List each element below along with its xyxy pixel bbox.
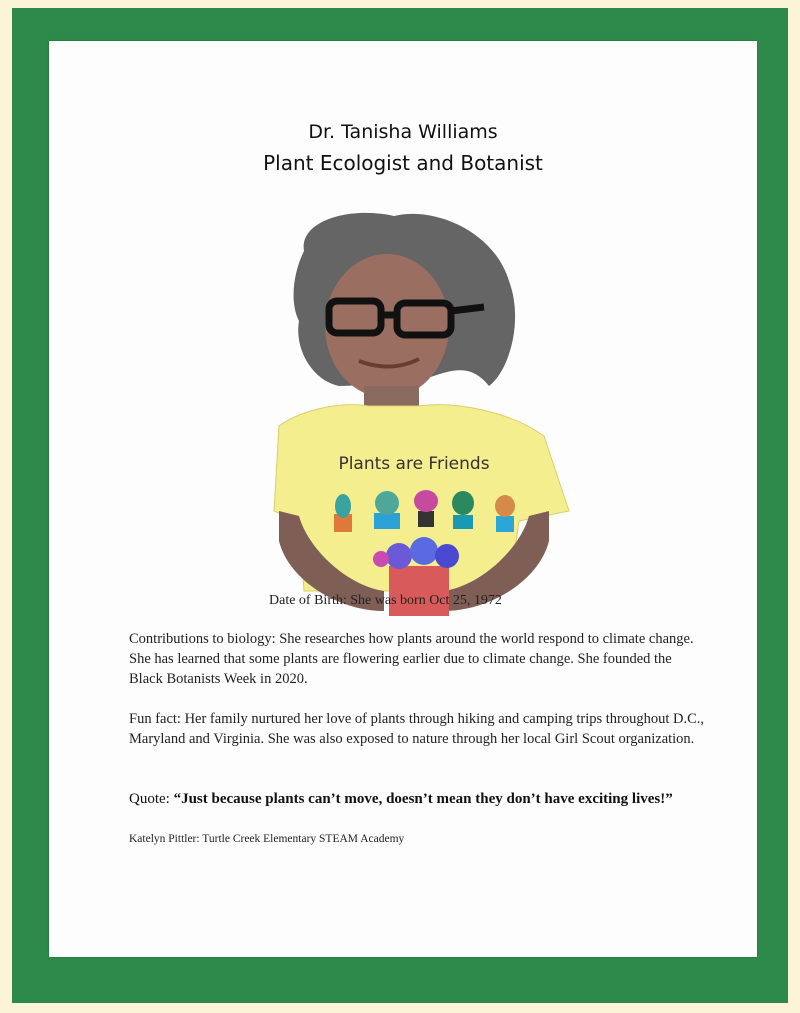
portrait-drawing <box>219 211 599 631</box>
page-subtitle: Plant Ecologist and Botanist <box>263 151 543 175</box>
face <box>325 254 449 398</box>
shirt-text: Plants are Friends <box>338 454 490 474</box>
quote-label: Quote: <box>129 791 174 807</box>
quote <box>129 789 709 809</box>
contributions-paragraph: Contributions to biology: She researches how plants around the world respond to climate change. She has learned that some plants are flowering earlier due to climate change. She founded the Black Botanists Week in 2020. <box>129 631 694 687</box>
quote-text: “Just because plants can’t move, doesn’t mean they don’t have exciting lives!” <box>173 791 673 807</box>
date-of-birth: Date of Birth: She was born Oct 25, 1972 <box>269 593 502 608</box>
author-credit: Katelyn Pittler: Turtle Creek Elementary STEAM Academy <box>129 833 405 845</box>
fun-fact-paragraph: Fun fact: Her family nurtured her love of plants through hiking and camping trips throughout D.C., Maryland and Virginia. She was also exposed to nature through her local Girl Scout organization. <box>129 711 705 747</box>
page-title: Dr. Tanisha Williams <box>308 121 498 143</box>
paper-sheet <box>49 41 757 957</box>
